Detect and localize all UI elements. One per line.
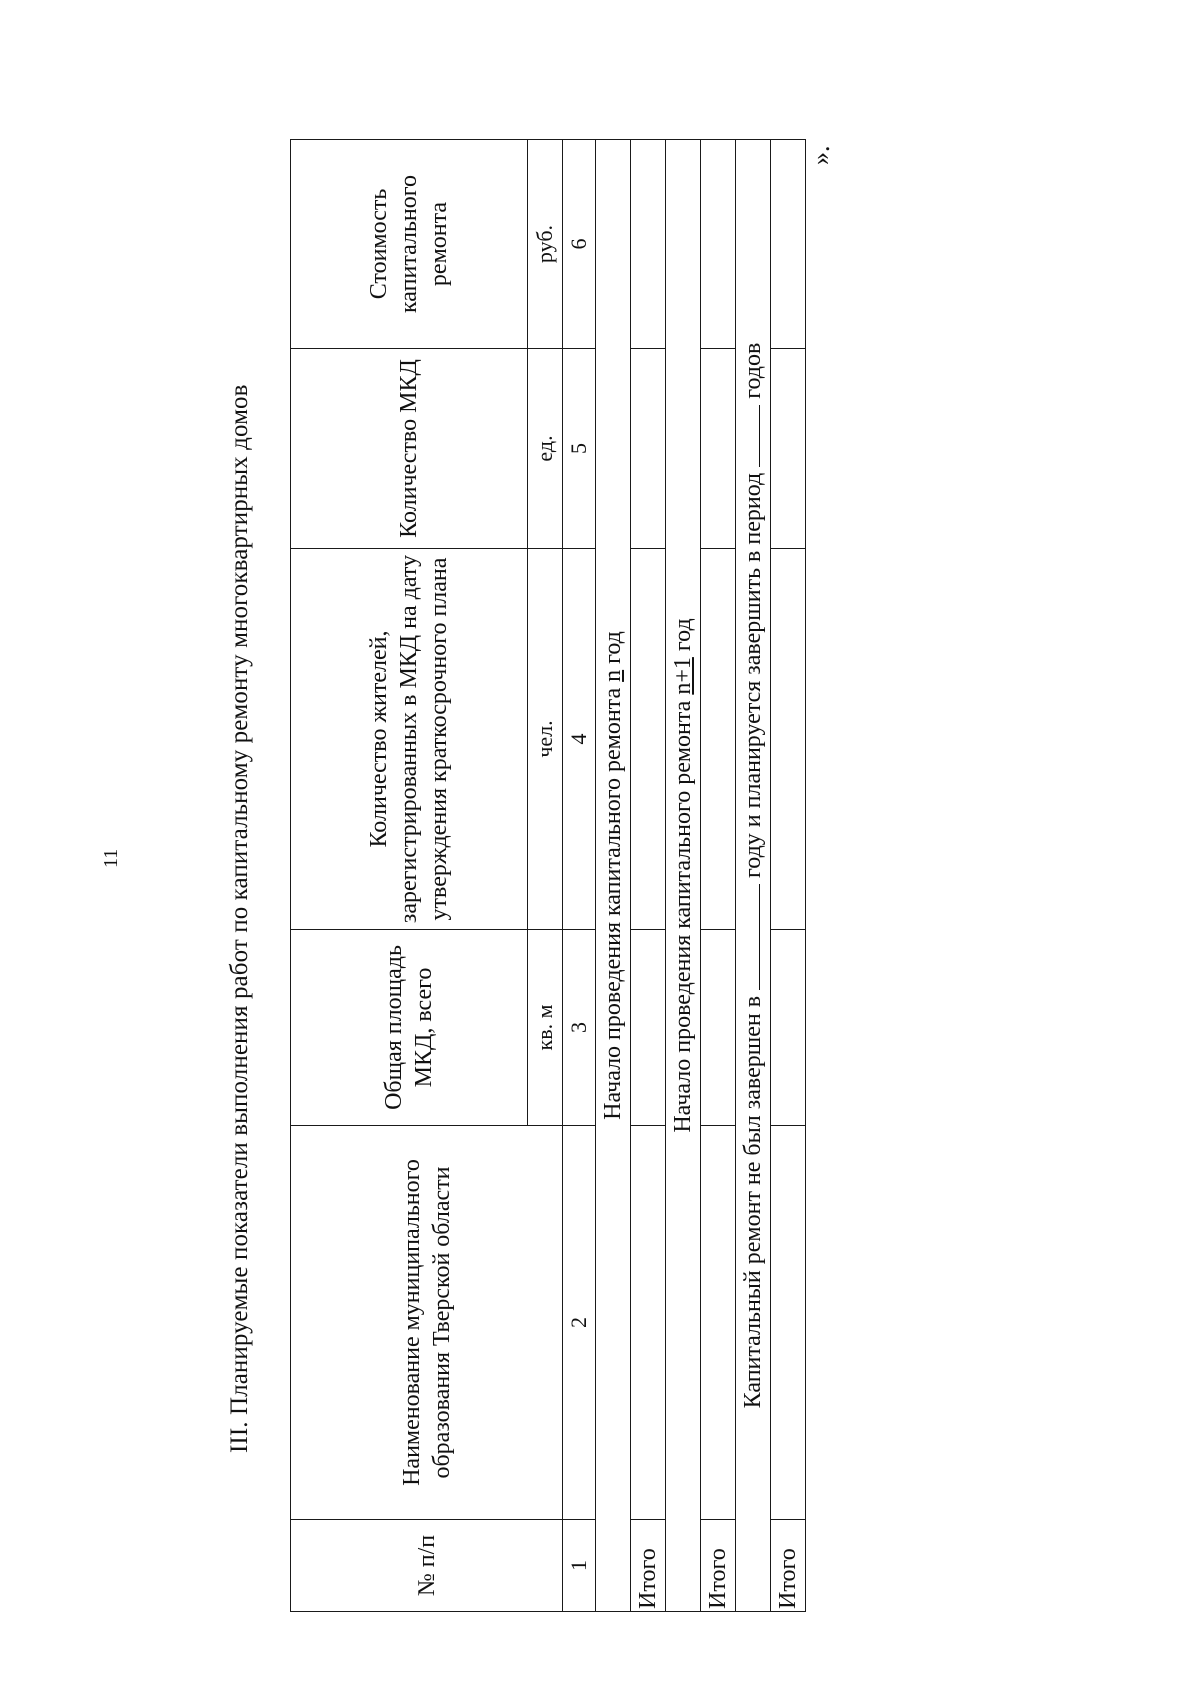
total-cell (701, 349, 736, 549)
total-cell (701, 140, 736, 349)
header-residents: Количество жителей, зарегистрированных в МКД на дату утверждения краткосрочного плана (291, 549, 528, 930)
total-cell (631, 930, 666, 1126)
total-cell (631, 1126, 666, 1520)
header-mkd-count: Количество МКД (291, 349, 528, 549)
total-cell (771, 140, 806, 349)
total-cell (701, 1126, 736, 1520)
total-row (701, 140, 736, 1612)
header-name: Наименование муниципального образования Тверской области (291, 1126, 563, 1520)
section-n1-cell (666, 140, 701, 1612)
total-cell (631, 140, 666, 349)
year-blank (759, 884, 760, 990)
total-cell (701, 930, 736, 1126)
section-title: III. Планируемые показатели выполнения работ по капитальному ремонту многоквартирных домов (226, 384, 253, 1453)
column-index: 5 (563, 349, 596, 549)
total-cell (771, 549, 806, 930)
section-n1-suffix: год (670, 618, 696, 652)
works-table (290, 139, 806, 1612)
total-cell (771, 349, 806, 549)
total-row (771, 140, 806, 1612)
closing-quote: ». (806, 145, 835, 165)
total-cell (701, 549, 736, 930)
period-blank (759, 405, 760, 467)
section-n-cell (596, 140, 631, 1612)
unfinished-part2: году и планируется завершить в период (740, 472, 766, 878)
total-label: Итого (701, 1520, 736, 1612)
header-area: Общая площадь МКД, всего (291, 930, 528, 1126)
column-index: 1 (563, 1520, 596, 1612)
header-row (291, 140, 528, 1612)
section-n-year: n (600, 669, 626, 682)
section-header-n (596, 140, 631, 1612)
total-cell (771, 930, 806, 1126)
unit-area: кв. м (528, 930, 563, 1126)
column-index: 2 (563, 1126, 596, 1520)
section-unfinished-cell (736, 140, 771, 1612)
unfinished-part1: Капитальный ремонт не был завершен в (740, 995, 766, 1409)
column-index: 6 (563, 140, 596, 349)
section-header-unfinished (736, 140, 771, 1612)
column-index: 3 (563, 930, 596, 1126)
page-number: 11 (100, 848, 122, 868)
total-cell (771, 1126, 806, 1520)
section-n1-prefix: Начало проведения капитального ремонта (670, 700, 696, 1133)
section-n-suffix: год (600, 631, 626, 664)
total-cell (631, 349, 666, 549)
unfinished-part3: годов (740, 342, 766, 399)
section-n-prefix: Начало проведения капитального ремонта (600, 687, 626, 1120)
unit-residents: чел. (528, 549, 563, 930)
section-header-n1 (666, 140, 701, 1612)
total-label: Итого (631, 1520, 666, 1612)
header-num: № п/п (291, 1520, 563, 1612)
column-index-row (563, 140, 596, 1612)
unit-cost: руб. (528, 140, 563, 349)
column-index: 4 (563, 549, 596, 930)
works-table-container (290, 140, 800, 1612)
section-n1-year: n+1 (670, 657, 696, 695)
header-cost: Стоимость капитального ремонта (291, 140, 528, 349)
total-row (631, 140, 666, 1612)
total-cell (631, 549, 666, 930)
unit-mkd-count: ед. (528, 349, 563, 549)
total-label: Итого (771, 1520, 806, 1612)
